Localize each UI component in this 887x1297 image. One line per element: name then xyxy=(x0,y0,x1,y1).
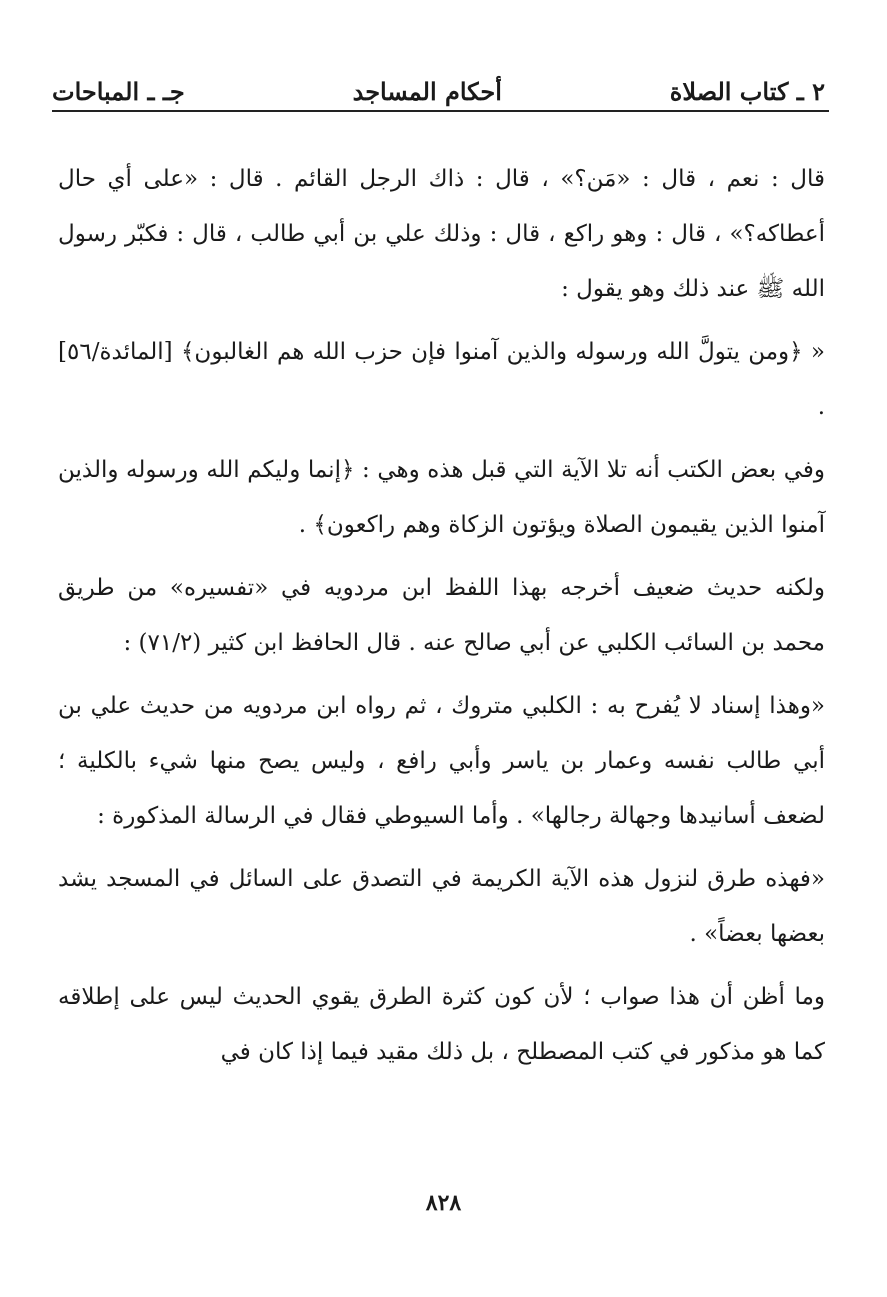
paragraph: «وهذا إسناد لا يُفرح به : الكلبي متروك ، ثم رواه ابن مردويه من حديث علي بن أبي طالب نفسه وعمار بن ياسر وأبي رافع ، وليس يصح منها شيء بالكلية ؛ لضعف أسانيدها وجهالة رجالها» . وأما السيوطي فقال في الرسالة المذكورة : xyxy=(58,693,825,829)
paragraph: « ﴿ومن يتولَّ الله ورسوله والذين آمنوا فإن حزب الله هم الغالبون﴾ [المائدة/٥٦] . xyxy=(58,339,825,420)
header-section: جـ ـ المباحات xyxy=(52,77,185,106)
running-header xyxy=(52,68,825,108)
page-number: ٨٢٨ xyxy=(425,1190,462,1216)
header-divider xyxy=(52,110,829,112)
paragraph: وما أظن أن هذا صواب ؛ لأن كون كثرة الطرق يقوي الحديث ليس على إطلاقه كما هو مذكور في كتب المصطلح ، بل ذلك مقيد فيما إذا كان في xyxy=(58,984,825,1065)
paragraph: وفي بعض الكتب أنه تلا الآية التي قبل هذه وهي : ﴿إنما وليكم الله ورسوله والذين آمنوا الذين يقيمون الصلاة ويؤتون الزكاة وهم راكعون﴾ . xyxy=(58,457,825,538)
paragraph: قال : نعم ، قال : «مَن؟» ، قال : ذاك الرجل القائم . قال : «على أي حال أعطاكه؟» ، قال : وهو راكع ، قال : وذلك علي بن أبي طالب ، قال : فكبّر رسول الله ﷺ عند ذلك وهو يقول : xyxy=(58,166,825,302)
header-title: أحكام المساجد xyxy=(352,77,502,106)
paragraph: «فهذه طرق لنزول هذه الآية الكريمة في التصدق على السائل في المسجد يشد بعضها بعضاً» . xyxy=(58,866,825,947)
paragraph: ولكنه حديث ضعيف أخرجه بهذا اللفظ ابن مردويه في «تفسيره» من طريق محمد بن السائب الكلبي عن أبي صالح عنه . قال الحافظ ابن كثير (٧١/٢) : xyxy=(58,575,825,656)
header-chapter: ٢ ـ كتاب الصلاة xyxy=(669,77,825,106)
main-text xyxy=(58,152,825,1080)
